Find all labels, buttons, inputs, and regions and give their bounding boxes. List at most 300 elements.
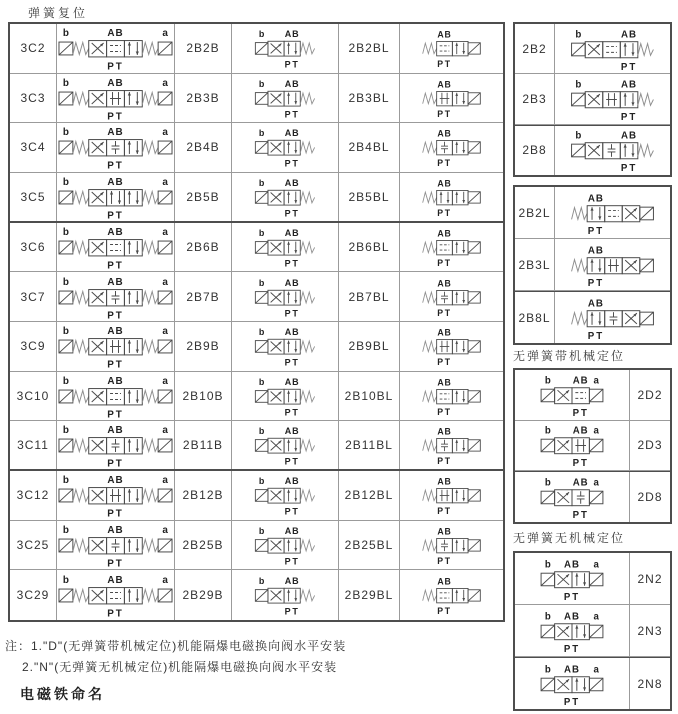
svg-text:PT: PT (437, 207, 452, 218)
valve-symbol-icon (515, 607, 629, 655)
svg-text:AB: AB (572, 425, 589, 437)
svg-text:PT: PT (437, 506, 452, 517)
model-code-cell (630, 472, 670, 522)
model-code-cell (515, 74, 555, 123)
valve-symbol (232, 223, 339, 272)
svg-text:AB: AB (107, 326, 124, 338)
model-code: 2B4B (186, 140, 220, 155)
svg-text:a: a (593, 610, 599, 622)
model-code: 2D2 (637, 387, 663, 402)
svg-text:AB: AB (621, 28, 638, 40)
svg-text:PT: PT (563, 591, 581, 603)
model-code: 2D8 (637, 490, 663, 505)
table-row (515, 125, 670, 175)
svg-text:PT: PT (437, 605, 452, 616)
model-code-cell (339, 272, 400, 321)
model-code: 2B11BL (345, 438, 393, 453)
valve-symbol (232, 24, 339, 73)
svg-text:AB: AB (564, 663, 580, 675)
svg-text:PT: PT (107, 359, 124, 371)
svg-text:b: b (544, 477, 551, 489)
model-code: 3C11 (17, 438, 49, 453)
model-code-cell (10, 223, 57, 272)
model-code: 2B7BL (348, 289, 390, 304)
valve-symbol (400, 24, 503, 73)
table-row (10, 521, 503, 571)
valve-symbol-icon (232, 74, 338, 122)
svg-text:b: b (575, 130, 582, 142)
model-code-cell (515, 187, 555, 238)
valve-symbol-icon (57, 471, 174, 519)
model-code-cell (339, 521, 400, 570)
svg-text:b: b (62, 525, 69, 537)
table-row (515, 370, 670, 421)
svg-text:AB: AB (284, 228, 300, 239)
svg-text:PT: PT (284, 308, 300, 319)
valve-symbol (57, 74, 175, 123)
svg-text:AB: AB (284, 476, 300, 487)
table-row (515, 553, 670, 605)
no-spring-no-detent-label: 无弹簧无机械定位 (513, 531, 626, 545)
valve-symbol (400, 173, 503, 221)
model-code: 2B5B (186, 189, 220, 204)
model-code: 2B9BL (348, 339, 390, 354)
svg-text:b: b (258, 178, 265, 189)
valve-symbol-icon (57, 74, 174, 122)
svg-text:PT: PT (107, 260, 124, 272)
model-code-cell (10, 123, 57, 172)
svg-text:AB: AB (107, 276, 124, 288)
table-row (515, 605, 670, 657)
svg-text:PT: PT (587, 277, 605, 289)
valve-symbol-icon (57, 223, 174, 271)
model-code: 2B25B (182, 538, 224, 553)
svg-text:b: b (62, 77, 69, 89)
solenoid-naming-heading: 电磁铁命名 (20, 686, 105, 702)
svg-text:AB: AB (437, 377, 452, 388)
svg-text:AB: AB (107, 575, 124, 587)
svg-text:a: a (162, 326, 168, 338)
svg-text:PT: PT (572, 509, 589, 521)
valve-symbol-icon (57, 521, 174, 569)
svg-text:AB: AB (107, 525, 124, 537)
model-code-cell (175, 74, 232, 123)
model-code-cell (630, 370, 670, 420)
valve-symbol (232, 123, 339, 172)
model-code-cell (10, 570, 57, 620)
svg-text:AB: AB (437, 477, 452, 488)
svg-text:AB: AB (284, 128, 300, 139)
model-code-cell (175, 223, 232, 272)
main-valve-table (8, 22, 505, 622)
model-code: 3C5 (20, 189, 46, 204)
svg-text:a: a (593, 425, 599, 437)
svg-text:AB: AB (107, 77, 124, 89)
svg-text:b: b (62, 375, 69, 387)
model-code: 2B10BL (344, 388, 394, 403)
svg-text:AB: AB (284, 277, 300, 288)
model-code: 3C4 (20, 140, 46, 155)
svg-text:a: a (162, 375, 168, 387)
valve-symbol-icon (400, 421, 503, 469)
svg-text:a: a (162, 176, 168, 188)
model-code-cell (515, 126, 555, 175)
svg-text:b: b (258, 79, 265, 90)
model-code: 2B6B (186, 240, 220, 255)
svg-text:a: a (162, 77, 168, 89)
valve-symbol (400, 272, 503, 321)
model-code-cell (339, 24, 400, 73)
valve-symbol (515, 553, 630, 604)
model-code: 2B12B (182, 488, 224, 503)
valve-symbol (232, 421, 339, 469)
model-code-cell (339, 123, 400, 172)
svg-text:b: b (62, 176, 69, 188)
svg-text:AB: AB (284, 327, 300, 338)
svg-text:PT: PT (620, 111, 638, 123)
valve-symbol (57, 521, 175, 570)
svg-text:b: b (544, 610, 551, 622)
svg-text:AB: AB (587, 192, 604, 204)
model-code: 3C25 (16, 538, 50, 553)
valve-symbol-icon (400, 223, 503, 271)
model-code-cell (339, 74, 400, 123)
model-code-cell (630, 605, 670, 656)
svg-text:PT: PT (284, 59, 300, 70)
svg-text:b: b (62, 326, 69, 338)
model-code-cell (175, 24, 232, 73)
valve-symbol-icon (57, 372, 174, 420)
svg-text:b: b (258, 526, 265, 537)
svg-text:b: b (258, 128, 265, 139)
valve-symbol (400, 74, 503, 123)
valve-symbol (57, 272, 175, 321)
svg-text:AB: AB (437, 79, 452, 90)
model-code-cell (10, 272, 57, 321)
svg-text:b: b (258, 426, 265, 437)
svg-text:PT: PT (284, 606, 300, 617)
table-row (10, 173, 503, 223)
valve-symbol (400, 570, 503, 620)
svg-text:b: b (258, 277, 265, 288)
valve-symbol (232, 74, 339, 123)
model-code-cell (630, 421, 670, 471)
valve-symbol (400, 471, 503, 520)
svg-text:b: b (544, 425, 551, 437)
svg-text:PT: PT (284, 357, 300, 368)
valve-symbol-icon (57, 322, 174, 370)
svg-text:PT: PT (572, 458, 589, 470)
model-code: 3C2 (20, 41, 46, 56)
svg-text:AB: AB (587, 244, 604, 256)
svg-text:PT: PT (107, 508, 124, 520)
valve-symbol (232, 272, 339, 321)
svg-text:AB: AB (564, 558, 580, 570)
svg-text:AB: AB (107, 475, 124, 487)
valve-symbol (400, 521, 503, 570)
svg-text:a: a (162, 475, 168, 487)
valve-symbol-icon (400, 173, 503, 221)
svg-text:a: a (593, 477, 599, 489)
model-code: 2B29BL (344, 588, 394, 603)
model-code-cell (339, 173, 400, 221)
svg-text:b: b (62, 276, 69, 288)
svg-text:b: b (544, 558, 551, 570)
table-row (515, 74, 670, 124)
model-code-cell (339, 322, 400, 371)
valve-symbol (232, 570, 339, 620)
valve-symbol-icon (400, 74, 503, 122)
table-no-spring-with-detent (513, 368, 672, 524)
valve-symbol-icon (400, 24, 503, 72)
valve-symbol (57, 24, 175, 73)
valve-symbol (515, 605, 630, 656)
model-code: 2B2BL (348, 41, 390, 56)
valve-symbol-icon (232, 372, 338, 420)
model-code-cell (515, 239, 555, 290)
valve-symbol-icon (515, 660, 629, 708)
valve-symbol-icon (232, 521, 338, 569)
svg-text:AB: AB (437, 327, 452, 338)
svg-text:AB: AB (284, 29, 300, 40)
model-code: 2B10B (182, 388, 224, 403)
svg-text:PT: PT (107, 458, 124, 470)
valve-symbol-icon (232, 223, 338, 271)
valve-symbol-icon (57, 123, 174, 171)
svg-text:b: b (258, 576, 265, 587)
table-row (10, 322, 503, 372)
model-code-cell (339, 471, 400, 520)
valve-symbol-icon (232, 322, 338, 370)
valve-symbol (515, 472, 630, 522)
no-spring-with-detent-label: 无弹簧带机械定位 (513, 349, 626, 363)
model-code: 2B3BL (348, 90, 390, 105)
svg-text:b: b (575, 28, 582, 40)
model-code-cell (175, 471, 232, 520)
svg-text:a: a (162, 425, 168, 437)
model-code-cell (515, 292, 555, 343)
model-code-cell (630, 658, 670, 709)
svg-text:AB: AB (107, 227, 124, 239)
model-code: 3C7 (20, 289, 46, 304)
model-code: 2B3B (186, 90, 220, 105)
model-code-cell (515, 24, 555, 73)
installation-notes (5, 636, 346, 678)
valve-symbol-icon (515, 421, 629, 469)
svg-text:PT: PT (107, 409, 124, 420)
svg-text:AB: AB (284, 79, 300, 90)
svg-text:PT: PT (620, 61, 638, 73)
valve-symbol-icon (232, 123, 338, 171)
table-row (515, 24, 670, 74)
svg-text:b: b (258, 476, 265, 487)
svg-text:AB: AB (621, 130, 638, 142)
svg-text:PT: PT (437, 455, 452, 466)
model-code-cell (10, 74, 57, 123)
valve-symbol-icon (400, 123, 503, 171)
svg-text:PT: PT (620, 163, 638, 175)
svg-text:a: a (162, 525, 168, 537)
table-row (10, 272, 503, 322)
note-line-2: 2."N"(无弹簧无机械定位)机能隔爆电磁换向阀水平安装 (22, 660, 338, 674)
svg-text:AB: AB (572, 477, 589, 489)
valve-symbol (57, 223, 175, 272)
model-code-cell (10, 372, 57, 421)
model-code-cell (339, 570, 400, 620)
model-code-cell (10, 521, 57, 570)
svg-text:b: b (62, 575, 69, 587)
valve-symbol-icon (232, 571, 338, 619)
valve-symbol-icon (555, 75, 670, 123)
svg-text:PT: PT (284, 407, 300, 418)
svg-text:PT: PT (437, 257, 452, 268)
svg-text:PT: PT (284, 109, 300, 120)
svg-text:PT: PT (437, 555, 452, 566)
table-row (10, 24, 503, 74)
svg-text:AB: AB (437, 228, 452, 239)
svg-text:PT: PT (107, 111, 124, 122)
svg-text:PT: PT (437, 307, 452, 318)
svg-text:b: b (258, 327, 265, 338)
model-code-cell (175, 372, 232, 421)
model-code: 3C3 (20, 90, 46, 105)
model-code: 2B29B (182, 588, 224, 603)
svg-text:PT: PT (284, 556, 300, 567)
svg-text:PT: PT (587, 225, 605, 237)
svg-text:AB: AB (437, 526, 452, 537)
svg-text:PT: PT (107, 160, 124, 172)
svg-text:AB: AB (107, 176, 124, 188)
valve-symbol-icon (400, 571, 503, 619)
model-code-cell (339, 372, 400, 421)
svg-text:PT: PT (284, 456, 300, 467)
model-code: 2N2 (637, 571, 663, 586)
svg-text:AB: AB (621, 79, 638, 91)
table-row (515, 471, 670, 522)
model-code: 2N3 (637, 623, 663, 638)
svg-text:AB: AB (107, 127, 124, 139)
svg-text:AB: AB (437, 278, 452, 289)
model-code-cell (10, 173, 57, 221)
valve-symbol (232, 322, 339, 371)
valve-symbol-icon (57, 571, 174, 619)
table-row (515, 239, 670, 291)
valve-symbol (57, 421, 175, 469)
svg-text:PT: PT (572, 407, 589, 419)
model-code-cell (175, 272, 232, 321)
model-code: 3C10 (16, 388, 50, 403)
svg-text:a: a (593, 375, 599, 387)
valve-symbol-icon (400, 521, 503, 569)
valve-symbol-icon (555, 241, 670, 289)
svg-text:AB: AB (284, 426, 300, 437)
svg-text:b: b (575, 79, 582, 91)
svg-text:PT: PT (563, 696, 581, 708)
model-code: 2B5BL (348, 189, 390, 204)
model-code-cell (10, 471, 57, 520)
valve-symbol-icon (400, 322, 503, 370)
spring-return-label: 弹簧复位 (28, 6, 89, 20)
svg-text:a: a (162, 28, 168, 40)
svg-text:PT: PT (284, 258, 300, 269)
valve-symbol (232, 471, 339, 520)
valve-symbol-icon (555, 126, 670, 174)
valve-symbol-icon (400, 471, 503, 519)
model-code: 3C29 (16, 588, 50, 603)
svg-text:PT: PT (437, 158, 452, 169)
valve-symbol-icon (515, 371, 629, 419)
svg-text:PT: PT (107, 310, 124, 321)
svg-text:a: a (162, 227, 168, 239)
model-code: 2B2B (186, 41, 220, 56)
model-code-cell (339, 421, 400, 469)
model-code: 2B8L (518, 310, 551, 325)
svg-text:AB: AB (437, 576, 452, 587)
svg-text:PT: PT (284, 208, 300, 219)
valve-symbol-icon (515, 473, 629, 521)
valve-symbol-icon (57, 273, 174, 321)
svg-text:AB: AB (437, 426, 452, 437)
svg-text:PT: PT (437, 59, 452, 70)
valve-symbol-icon (400, 372, 503, 420)
valve-symbol (555, 292, 670, 343)
model-code: 2B8 (522, 143, 547, 158)
svg-text:PT: PT (284, 506, 300, 517)
model-code-cell (10, 421, 57, 469)
valve-symbol (57, 322, 175, 371)
svg-text:AB: AB (284, 526, 300, 537)
svg-text:b: b (258, 228, 265, 239)
valve-symbol-icon (57, 421, 174, 469)
svg-text:b: b (62, 425, 69, 437)
model-code-cell (175, 322, 232, 371)
valve-symbol (515, 370, 630, 420)
model-code: 2B12BL (344, 488, 394, 503)
valve-symbol-icon (232, 421, 338, 469)
model-code: 2N8 (637, 676, 663, 691)
model-code-cell (339, 223, 400, 272)
model-code-cell (175, 521, 232, 570)
valve-symbol-icon (555, 25, 670, 73)
table-row (10, 223, 503, 273)
model-code-cell (175, 123, 232, 172)
table-row (10, 372, 503, 422)
svg-text:a: a (162, 575, 168, 587)
svg-text:AB: AB (284, 377, 300, 388)
svg-text:b: b (258, 377, 265, 388)
model-code-cell (175, 421, 232, 469)
svg-text:b: b (62, 28, 69, 40)
valve-symbol (57, 471, 175, 520)
svg-text:b: b (544, 375, 551, 387)
svg-text:b: b (544, 663, 551, 675)
valve-symbol (57, 123, 175, 172)
valve-symbol (232, 372, 339, 421)
svg-text:AB: AB (437, 178, 452, 189)
model-code: 3C9 (20, 339, 46, 354)
svg-text:PT: PT (437, 406, 452, 417)
valve-symbol (555, 74, 670, 123)
svg-text:b: b (62, 475, 69, 487)
valve-symbol-icon (232, 173, 338, 221)
valve-symbol (555, 126, 670, 175)
model-code: 2B25BL (344, 538, 394, 553)
table-row (10, 471, 503, 521)
svg-text:AB: AB (284, 178, 300, 189)
valve-symbol (57, 372, 175, 421)
valve-symbol-icon (57, 173, 174, 221)
table-spring-return-b (513, 22, 672, 177)
